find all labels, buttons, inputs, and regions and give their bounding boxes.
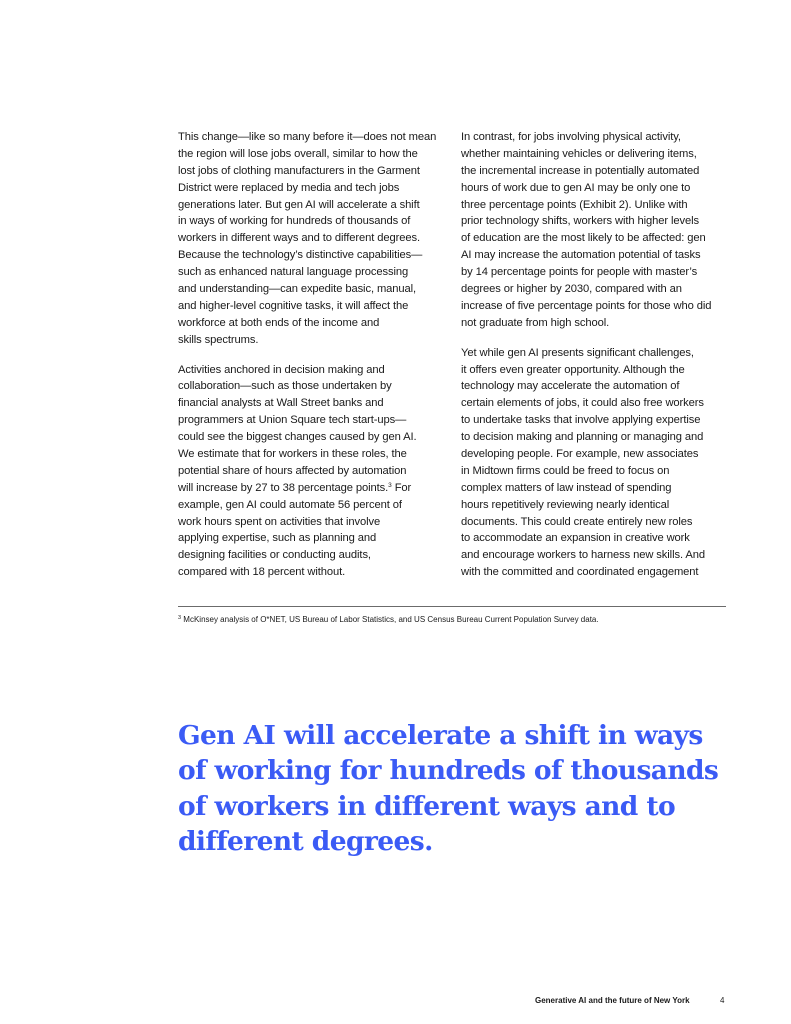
text-line: such as enhanced natural language processing	[178, 266, 409, 279]
text-line: generations later. But gen AI will accelerate a shift	[178, 198, 420, 211]
text-line: designing facilities or conducting audits,	[178, 549, 371, 562]
text-line: skills spectrums.	[178, 333, 259, 346]
paragraph-spacer	[178, 349, 450, 362]
text-line: and understanding—can expedite basic, manual,	[178, 283, 417, 296]
text-line: by 14 percentage points for people with master’s	[461, 266, 698, 279]
pull-quote-line: of workers in different ways and to	[178, 790, 676, 822]
text-line: potential share of hours affected by automation	[178, 464, 407, 477]
text-line: in ways of working for hundreds of thousands of	[178, 215, 411, 228]
text-line: compared with 18 percent without.	[178, 566, 346, 579]
paragraph	[461, 345, 727, 581]
text-fragment: will increase by 27 to 38 percentage points.	[178, 481, 389, 494]
pull-quote-line: different degrees.	[178, 826, 433, 858]
text-line: technology may accelerate the automation of	[461, 380, 680, 393]
pull-quote-line: of working for hundreds of thousands	[178, 755, 719, 787]
pull-quote-line: Gen AI will accelerate a shift in ways	[178, 720, 703, 751]
text-line: to decision making and planning or managing and	[461, 431, 704, 444]
text-line: the incremental increase in potentially automated	[461, 164, 700, 177]
text-line: We estimate that for workers in these roles, the	[178, 448, 407, 461]
text-line: degrees or higher by 2030, compared with an	[461, 283, 682, 296]
footnote	[178, 613, 599, 625]
text-line: not graduate from high school.	[461, 316, 610, 329]
text-line: in Midtown firms could be freed to focus on	[461, 464, 670, 477]
text-line: Yet while gen AI presents significant challenges,	[461, 346, 694, 359]
text-line: three percentage points (Exhibit 2). Unlike with	[461, 198, 688, 211]
text-fragment: For	[391, 481, 412, 494]
text-line: certain elements of jobs, it could also free workers	[461, 397, 704, 410]
text-line: and higher-level cognitive tasks, it will affect the	[178, 299, 409, 312]
text-line: work hours spent on activities that involve	[178, 515, 381, 528]
right-column	[461, 129, 727, 581]
text-line: example, gen AI could automate 56 percent of	[178, 498, 402, 511]
text-line: the region will lose jobs overall, similar to how the	[178, 147, 418, 160]
paragraph	[178, 129, 450, 349]
text-line: of education are the most likely to be affected: gen	[461, 232, 706, 245]
text-line: whether maintaining vehicles or delivering items,	[461, 147, 697, 160]
text-line: documents. This could create entirely new roles	[461, 515, 693, 528]
text-line: applying expertise, such as planning and	[178, 532, 377, 545]
text-line: collaboration—such as those undertaken by	[178, 380, 392, 393]
left-column	[178, 129, 450, 581]
text-line: it offers even greater opportunity. Although the	[461, 363, 685, 376]
text-line: financial analysts at Wall Street banks and	[178, 397, 384, 410]
text-line: hours repetitively reviewing nearly identical	[461, 498, 670, 511]
text-line: workers in different ways and to different degrees.	[178, 232, 420, 245]
text-line: with the committed and coordinated engagement	[461, 566, 699, 579]
running-footer-title: Generative AI and the future of New York	[535, 996, 690, 1005]
text-line-with-footnote	[178, 480, 450, 497]
text-line: hours of work due to gen AI may be only one to	[461, 181, 691, 194]
paragraph	[461, 129, 727, 332]
text-line: In contrast, for jobs involving physical activity,	[461, 131, 681, 143]
paragraph	[178, 362, 450, 582]
text-line: to accommodate an expansion in creative work	[461, 532, 690, 545]
text-line: lost jobs of clothing manufacturers in the Garment	[178, 164, 420, 177]
text-line: developing people. For example, new associates	[461, 448, 699, 461]
footnote-reference[interactable]: 3	[388, 481, 392, 489]
text-line: complex matters of law instead of spending	[461, 481, 672, 494]
pull-quote	[178, 718, 738, 860]
text-line: Activities anchored in decision making and	[178, 363, 385, 376]
text-line: programmers at Union Square tech start-ups—	[178, 414, 407, 427]
text-line: District were replaced by media and tech jobs	[178, 181, 400, 194]
page-number: 4	[720, 996, 725, 1005]
footnote-text: McKinsey analysis of O*NET, US Bureau of Labor Statistics, and US Census Bureau Current Population Survey data.	[181, 615, 599, 624]
text-line: could see the biggest changes caused by gen AI.	[178, 431, 417, 444]
paragraph-spacer	[461, 332, 727, 345]
text-line: AI may increase the automation potential of tasks	[461, 249, 701, 262]
text-line: and encourage workers to harness new skills. And	[461, 549, 705, 562]
text-line: to undertake tasks that involve applying expertise	[461, 414, 701, 427]
text-line: increase of five percentage points for those who did	[461, 299, 712, 312]
text-line: Because the technology’s distinctive capabilities—	[178, 249, 423, 262]
text-line: prior technology shifts, workers with higher levels	[461, 215, 700, 228]
text-line: This change—like so many before it—does not mean	[178, 131, 437, 143]
text-line: workforce at both ends of the income and	[178, 316, 380, 329]
footnote-divider	[178, 606, 726, 607]
footnote-marker: 3	[178, 615, 182, 621]
